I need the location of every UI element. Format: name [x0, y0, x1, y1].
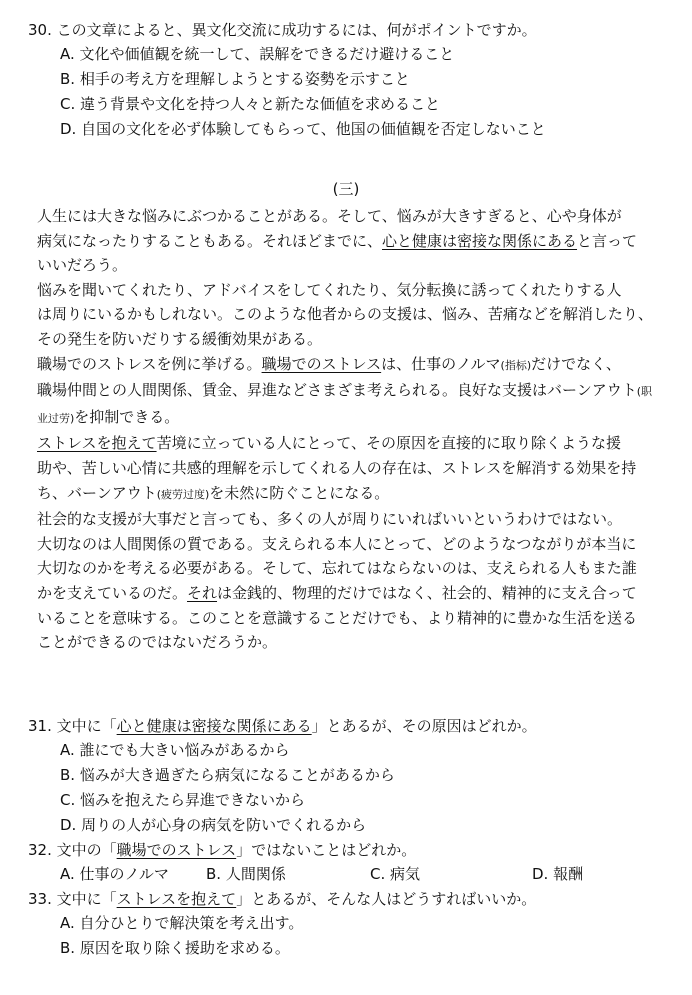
passage-paragraph-5 [22, 507, 678, 655]
underlined-phrase: ストレスを抱えて [37, 434, 157, 453]
question-33 [28, 887, 672, 961]
question-32 [28, 838, 672, 887]
question-32-option-b: B. 人間関係 [206, 865, 286, 883]
passage-text: 社会的な支援が大事だと言っても、多くの人が周りにいればいいというわけではない。 [37, 510, 623, 529]
passage-text: 職場でのストレスを例に挙げる。 [37, 354, 262, 373]
question-33-option-a: A. 自分ひとりで解決策を考え出す。 [60, 914, 304, 932]
passage-text: 助や、苦しい心情に共感的理解を示してくれる人の存在は、ストレスを解消する効果を持 [37, 458, 637, 477]
reading-passage [22, 204, 678, 655]
question-text: 32. 文中の「 [28, 841, 117, 859]
question-31 [28, 714, 672, 838]
passage-text: 人生には大きな悩みにぶつかることがある。そして、悩みが大きすぎると、心や身体が [37, 207, 622, 225]
question-32-stem [28, 838, 672, 862]
question-33-option-b: B. 原因を取り除く援助を求める。 [60, 939, 290, 957]
underlined-phrase: ストレスを抱えて [116, 890, 237, 908]
question-32-option-a: A. 仕事のノルマ [60, 865, 169, 883]
question-32-options [28, 862, 672, 887]
question-31-stem [28, 714, 672, 738]
passage-text: を未然に防ぐことになる。 [209, 483, 390, 502]
question-30 [28, 18, 672, 142]
question-text: 33. 文中に「 [28, 890, 117, 908]
passage-text: 悩みを聞いてくれたり、アドバイスをしてくれたり、気分転換に誘ってくれたりする人 [37, 280, 622, 299]
question-text: 」とあるが、その原因はどれか。 [311, 717, 537, 735]
passage-text: だけでなく、 [531, 354, 621, 373]
passage-paragraph-1 [22, 204, 678, 278]
question-text: 31. 文中に「 [28, 717, 117, 735]
passage-text: 苦境に立っている人にとって、その原因を直接的に取り除くような援 [156, 434, 621, 453]
passage-text: は、仕事のノルマ [381, 354, 501, 373]
question-30-option-b: B. 相手の考え方を理解しようとする姿勢を示すこと [60, 70, 410, 88]
question-33-stem [28, 887, 672, 911]
question-30-stem: 30. この文章によると、異文化交流に成功するには、何がポイントですか。 [28, 21, 537, 39]
passage-text: は周りにいるかもしれない。このような他者からの支援は、悩み、苦痛などを解消したり、 [37, 305, 653, 324]
passage-text: いることを意味する。このことを意識することだけでも、より精神的に豊かな生活を送る [37, 608, 638, 627]
passage-paragraph-2 [22, 278, 678, 352]
question-text: 」ではないことはどれか。 [236, 841, 417, 859]
annotation-note: (职 [636, 385, 653, 399]
passage-text: 大切なのかを考える必要がある。そして、忘れてはならないのは、支えられる人もまた誰 [37, 559, 637, 578]
passage-text: 大切なのは人間関係の質である。支えられる本人にとって、どのようなつながりが本当に [37, 534, 637, 553]
underlined-phrase: 職場でのストレス [261, 354, 382, 373]
passage-text: は金銭的、物理的だけではなく、社会的、精神的に支え合って [217, 583, 637, 602]
passage-text: ことができるのではないだろうか。 [37, 633, 278, 652]
question-30-option-a: A. 文化や価値観を統一して、誤解をできるだけ避けること [60, 45, 455, 63]
passage-text: と言って [577, 231, 638, 250]
passage-paragraph-4 [22, 431, 678, 507]
passage-text: を抑制できる。 [74, 407, 180, 426]
question-31-option-d: D. 周りの人が心身の病気を防いでくれるから [60, 816, 367, 834]
question-30-option-d: D. 自国の文化を必ず体験してもらって、他国の価値観を否定しないこと [60, 120, 546, 138]
underlined-phrase: 心と健康は密接な関係にある [382, 231, 578, 250]
passage-text: ち、バーンアウト [37, 483, 157, 502]
underlined-phrase: それ [187, 583, 218, 602]
passage-text: かを支えているのだ。 [37, 583, 188, 602]
question-32-option-d: D. 報酬 [532, 865, 584, 883]
annotation-note: (疲劳过度) [156, 487, 210, 501]
underlined-phrase: 心と健康は密接な関係にある [116, 717, 312, 735]
passage-text: 病気になったりすることもある。それほどまでに、 [37, 231, 383, 250]
question-31-option-a: A. 誰にでも大きい悩みがあるから [60, 741, 290, 759]
passage-paragraph-3 [22, 352, 678, 432]
annotation-note: 业过劳) [37, 411, 75, 425]
passage-text: 職場仲間との人間関係、賃金、昇進などさまざま考えられる。良好な支援はバーンアウト [37, 381, 637, 400]
question-31-option-c: C. 悩みを抱えたら昇進できないから [60, 791, 306, 809]
passage-text: いいだろう。 [37, 256, 128, 275]
question-30-option-c: C. 違う背景や文化を持つ人々と新たな価値を求めること [60, 95, 441, 113]
question-32-option-c: C. 病気 [370, 865, 421, 883]
questions-section [28, 714, 672, 961]
underlined-phrase: 職場でのストレス [116, 841, 237, 859]
annotation-note: (指标) [500, 358, 532, 372]
question-31-option-b: B. 悩みが大き過ぎたら病気になることがあるから [60, 766, 395, 784]
section-title: (三) [332, 180, 360, 198]
question-text: 」とあるが、そんな人はどうすればいいか。 [236, 890, 537, 908]
passage-text: その発生を防いだりする緩衝効果がある。 [37, 329, 323, 348]
